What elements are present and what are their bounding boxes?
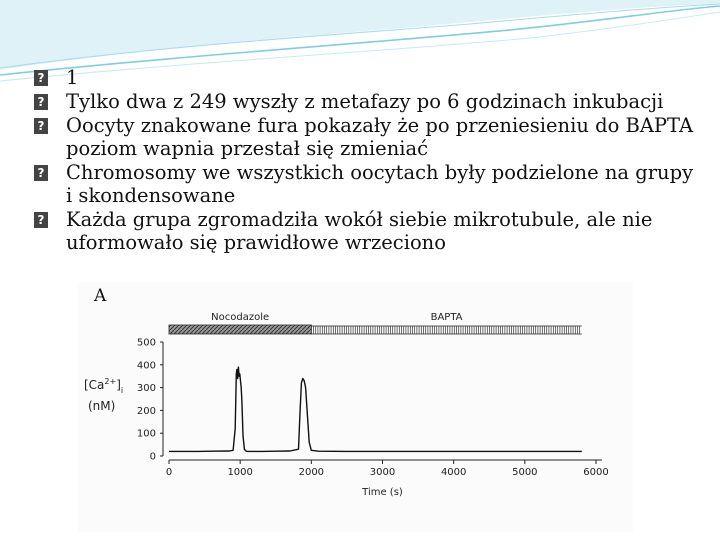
x-tick-label: 1000 <box>227 467 253 478</box>
treatment-bar-nocodazole <box>169 325 311 334</box>
treatment-label-nocodazole: Nocodazole <box>211 312 270 323</box>
y-axis-label: $[Ca^{2+}]_i$ <box>84 377 124 395</box>
y-axis-unit-label: (nM) <box>88 399 116 413</box>
bullet-item <box>32 161 702 207</box>
y-tick-label: 100 <box>136 428 156 440</box>
calcium-chart <box>78 282 633 532</box>
panel-label: A <box>94 286 107 306</box>
bullet-glyph-icon: ? <box>34 212 48 228</box>
bullet-item <box>32 114 702 160</box>
bullet-text: Każda grupa zgromadziła wokół siebie mikrotubule, ale nie uformowało się prawidłowe wrzeciono <box>66 208 653 254</box>
x-tick-label: 6000 <box>583 467 609 478</box>
y-tick-label: 300 <box>136 383 156 395</box>
treatment-bar-ticks-bapta <box>311 326 579 334</box>
bullet-text: 1 <box>66 66 79 89</box>
x-tick-label: 0 <box>165 467 173 478</box>
x-tick-label: 5000 <box>512 467 538 478</box>
bullet-text: Chromosomy we wszystkich oocytach były podzielone na grupy i skondensowane <box>66 161 694 207</box>
bullet-item <box>32 90 702 113</box>
treatment-label-bapta: BAPTA <box>430 312 463 323</box>
bullet-text: Tylko dwa z 249 wyszły z metafazy po 6 godzinach inkubacji <box>66 90 664 113</box>
y-tick-label: 400 <box>136 360 156 372</box>
x-tick-label: 2000 <box>298 467 325 478</box>
x-tick-label: 3000 <box>369 467 396 478</box>
bullet-text: Oocyty znakowane fura pokazały że po przeniesieniu do BAPTA poziom wapnia przestał się zmieniać <box>66 114 694 160</box>
calcium-figure <box>78 282 633 532</box>
bullet-glyph-icon: ? <box>34 94 48 110</box>
y-tick-label: 500 <box>136 337 156 349</box>
x-axis-label: Time (s) <box>362 487 403 498</box>
bullet-glyph-icon: ? <box>34 165 48 181</box>
bullet-glyph-icon: ? <box>34 70 48 86</box>
y-tick-label: 200 <box>136 405 156 417</box>
y-tick-label: 0 <box>149 451 156 463</box>
bullet-item <box>32 66 702 89</box>
x-tick-label: 4000 <box>440 467 467 478</box>
bullet-list <box>32 66 702 255</box>
bullet-item <box>32 208 702 254</box>
series-line-0 <box>169 367 582 451</box>
bullet-glyph-icon: ? <box>34 118 48 134</box>
